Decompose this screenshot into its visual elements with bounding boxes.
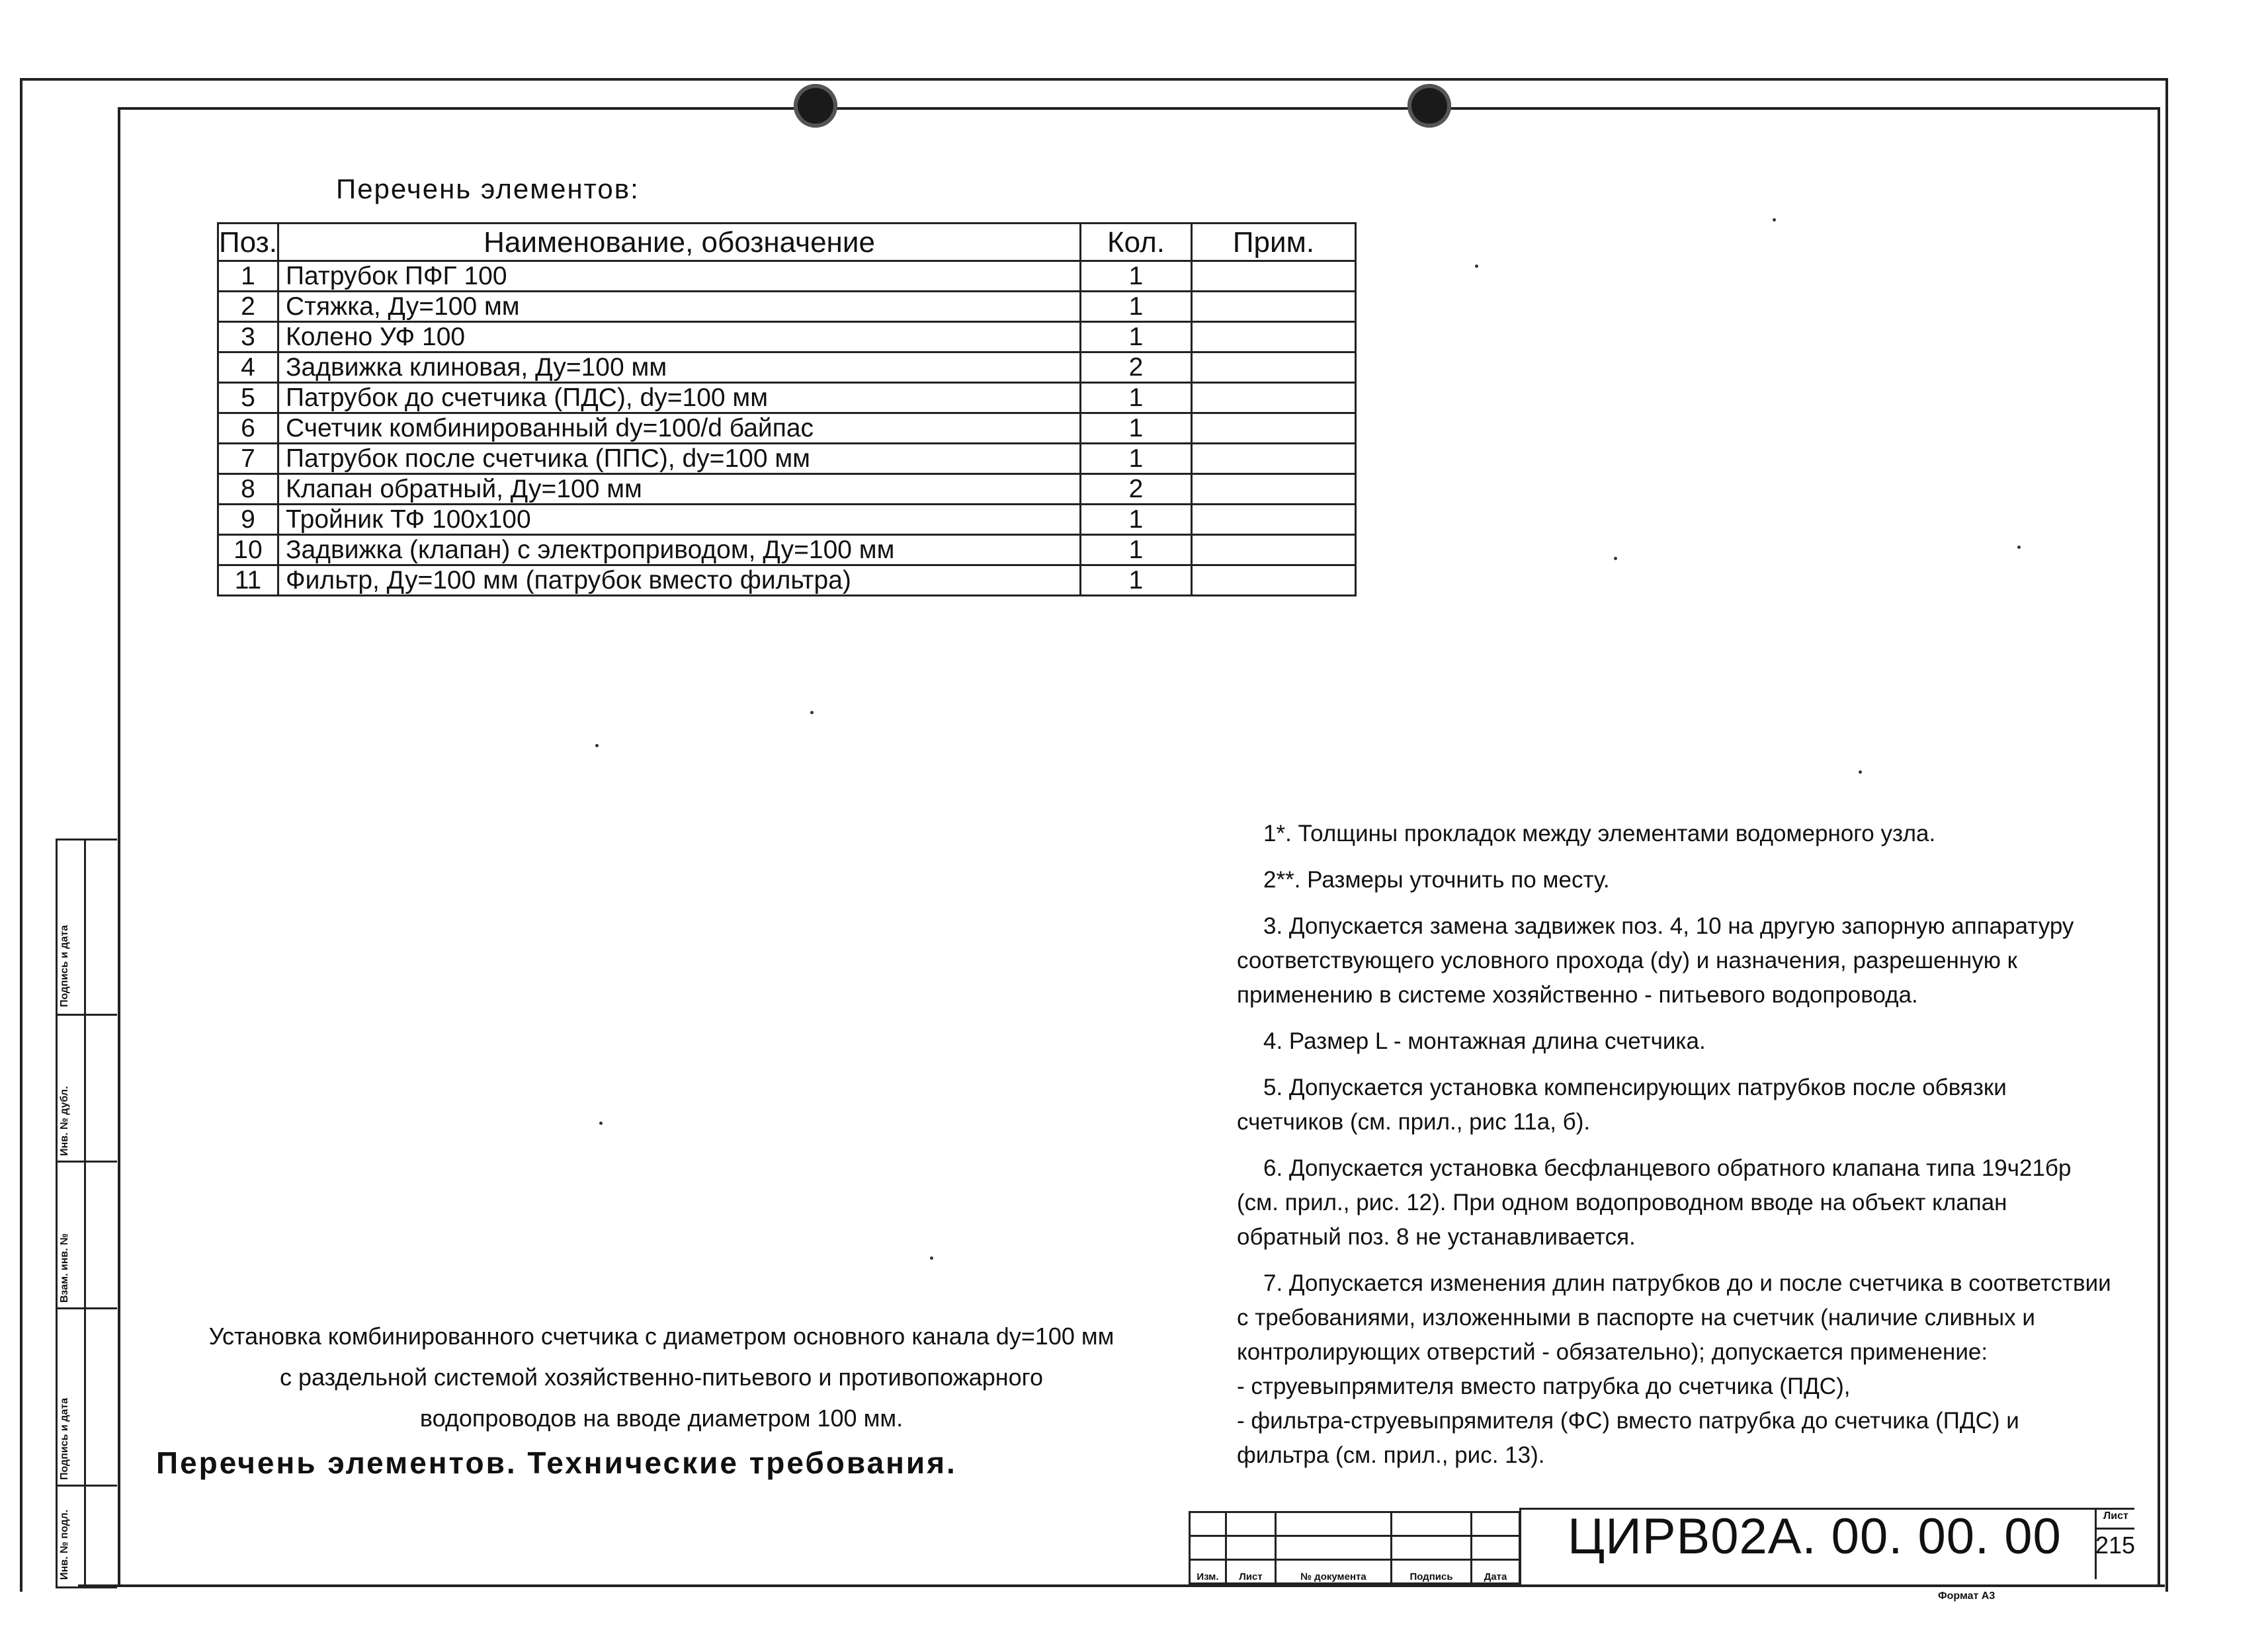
note-7: [1237, 1266, 2117, 1370]
table-row: [218, 383, 1356, 413]
binder-hole: [794, 84, 837, 128]
sheet-number: 215: [2095, 1532, 2136, 1559]
table-row: [218, 292, 1356, 322]
cell-note: [1192, 352, 1356, 383]
cell-name: Колено УФ 100: [278, 322, 1081, 352]
cell-name: Задвижка клиновая, Ду=100 мм: [278, 352, 1081, 383]
technical-requirements: [1237, 817, 2117, 1473]
cell-note: [1192, 474, 1356, 505]
side-stamp-label: Инв. № дубл.: [59, 1086, 70, 1156]
cell-qty: 1: [1081, 535, 1192, 565]
cell-pos: 3: [218, 322, 278, 352]
note-text: 5. Допускается установка компенсирующих патрубков после обвязки счетчиков (см. прил., рис 11а, б).: [1237, 1075, 2007, 1135]
scan-speck: [1475, 265, 1478, 268]
note-text: - фильтра-струевыпрямителя (ФС) вместо патрубка до счетчика (ПДС) и фильтра (см. прил., рис. 13).: [1237, 1408, 2019, 1468]
cell-pos: 7: [218, 444, 278, 474]
table-row: [218, 444, 1356, 474]
side-stamp-label: Подпись и дата: [59, 1398, 70, 1480]
cell-qty: 1: [1081, 322, 1192, 352]
caption-line: водопроводов на вводе диаметром 100 мм.: [419, 1405, 903, 1432]
table-row: [218, 474, 1356, 505]
cell-name: Патрубок ПФГ 100: [278, 261, 1081, 292]
scan-speck: [595, 744, 599, 747]
caption-line: Установка комбинированного счетчика с диаметром основного канала dy=100 мм: [208, 1323, 1114, 1350]
note-text: - струевыпрямителя вместо патрубка до счетчика (ПДС),: [1237, 1374, 1851, 1399]
scan-speck: [599, 1122, 603, 1125]
cell-name: Стяжка, Ду=100 мм: [278, 292, 1081, 322]
note-text: 6. Допускается установка бесфланцевого обратного клапана типа 19ч21бр (см. прил., рис. 12). При одном водопроводном вводе на объект клапан обратный поз. 8 не устанавливается.: [1237, 1155, 2072, 1250]
cell-name: Тройник ТФ 100х100: [278, 505, 1081, 535]
cell-qty: 1: [1081, 261, 1192, 292]
note-7a: [1237, 1370, 2117, 1404]
cell-note: [1192, 444, 1356, 474]
cell-name: Клапан обратный, Ду=100 мм: [278, 474, 1081, 505]
cell-note: [1192, 505, 1356, 535]
revision-col-label: Подпись: [1392, 1560, 1472, 1584]
frame-bottom-line: [78, 1584, 2165, 1587]
caption-line: с раздельной системой хозяйственно-питьевого и противопожарного: [279, 1364, 1044, 1391]
revision-col-label: № документа: [1276, 1560, 1392, 1584]
cell-qty: 1: [1081, 413, 1192, 444]
cell-pos: 1: [218, 261, 278, 292]
table-header-row: [218, 224, 1356, 261]
cell-note: [1192, 322, 1356, 352]
cell-note: [1192, 413, 1356, 444]
revision-grid: [1189, 1511, 1521, 1584]
cell-qty: 1: [1081, 383, 1192, 413]
note-text: 3. Допускается замена задвижек поз. 4, 10 на другую запорную аппаратуру соответствующего условного прохода (dy) и назначения, разрешенную к применению в системе хозяйственно - питьевого водопровода.: [1237, 913, 2074, 1008]
cell-pos: 8: [218, 474, 278, 505]
elements-table: [217, 222, 1357, 596]
table-row: [218, 261, 1356, 292]
cell-pos: 9: [218, 505, 278, 535]
cell-pos: 11: [218, 565, 278, 596]
cell-qty: 2: [1081, 352, 1192, 383]
cell-note: [1192, 565, 1356, 596]
drawing-caption: [159, 1316, 1164, 1439]
cell-qty: 1: [1081, 565, 1192, 596]
column-header-name: Наименование, обозначение: [278, 224, 1081, 261]
note-7b: [1237, 1404, 2117, 1473]
side-stamp-label: Инв. № подл.: [59, 1509, 70, 1580]
format-label: Формат А3: [1938, 1590, 1995, 1602]
cell-qty: 1: [1081, 444, 1192, 474]
cell-pos: 5: [218, 383, 278, 413]
scan-speck: [930, 1256, 933, 1260]
cell-qty: 1: [1081, 505, 1192, 535]
table-row: [218, 535, 1356, 565]
binder-hole: [1407, 84, 1451, 128]
side-stamp-label: Взам. инв. №: [59, 1233, 70, 1303]
list-title: Перечень элементов:: [336, 173, 640, 204]
cell-name: Патрубок до счетчика (ПДС), dy=100 мм: [278, 383, 1081, 413]
note-2: [1237, 863, 2117, 897]
cell-name: Патрубок после счетчика (ППС), dy=100 мм: [278, 444, 1081, 474]
cell-note: [1192, 535, 1356, 565]
note-3: [1237, 909, 2117, 1012]
scan-speck: [1614, 557, 1617, 560]
cell-name: Счетчик комбинированный dy=100/d байпас: [278, 413, 1081, 444]
cell-qty: 2: [1081, 474, 1192, 505]
sheet-divider: [2095, 1528, 2134, 1530]
scan-speck: [2017, 546, 2021, 549]
column-header-note: Прим.: [1192, 224, 1356, 261]
cell-qty: 1: [1081, 292, 1192, 322]
note-text: 4. Размер L - монтажная длина счетчика.: [1263, 1028, 1706, 1054]
scan-speck: [1859, 770, 1862, 774]
column-header-qty: Кол.: [1081, 224, 1192, 261]
table-row: [218, 413, 1356, 444]
revision-col-label: Лист: [1226, 1560, 1276, 1584]
note-1: [1237, 817, 2117, 851]
table-row: [218, 505, 1356, 535]
table-row: [218, 565, 1356, 596]
table-row: [218, 352, 1356, 383]
revision-col-label: Дата: [1472, 1560, 1520, 1584]
document-code: ЦИРВ02А. 00. 00. 00: [1568, 1508, 2062, 1565]
note-5: [1237, 1071, 2117, 1139]
note-4: [1237, 1024, 2117, 1059]
cell-name: Фильтр, Ду=100 мм (патрубок вместо фильтра): [278, 565, 1081, 596]
note-text: 2**. Размеры уточнить по месту.: [1263, 867, 1610, 893]
table-row: [218, 322, 1356, 352]
cell-pos: 2: [218, 292, 278, 322]
cell-pos: 10: [218, 535, 278, 565]
cell-note: [1192, 261, 1356, 292]
revision-col-label: Изм.: [1190, 1560, 1226, 1584]
note-6: [1237, 1151, 2117, 1254]
scan-speck: [1773, 218, 1776, 222]
cell-note: [1192, 292, 1356, 322]
scan-speck: [810, 711, 814, 714]
sheet-label: Лист: [2103, 1510, 2128, 1522]
cell-pos: 4: [218, 352, 278, 383]
document-subtitle: Перечень элементов. Технические требования.: [156, 1446, 957, 1480]
cell-note: [1192, 383, 1356, 413]
cell-name: Задвижка (клапан) с электроприводом, Ду=100 мм: [278, 535, 1081, 565]
cell-pos: 6: [218, 413, 278, 444]
side-stamp-label: Подпись и дата: [59, 925, 70, 1007]
column-header-pos: Поз.: [218, 224, 278, 261]
note-text: 1*. Толщины прокладок между элементами водомерного узла.: [1263, 821, 1936, 846]
side-stamp: [56, 839, 117, 1588]
note-text: 7. Допускается изменения длин патрубков до и после счетчика в соответствии с требованиями, изложенными в паспорте на счетчик (наличие сливных и контролирующих отверстий - обязательно); допускается применение:: [1237, 1270, 2111, 1365]
